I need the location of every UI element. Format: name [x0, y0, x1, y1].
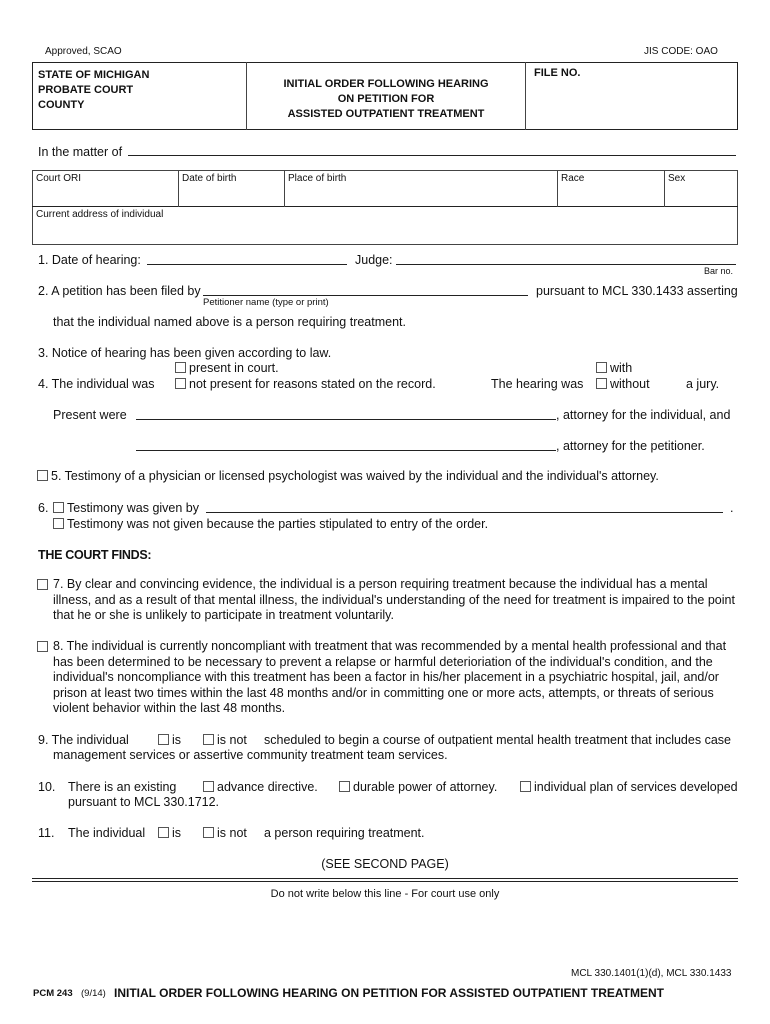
- testimony-not-given-label: Testimony was not given because the parties stipulated to entry of the order.: [67, 517, 489, 531]
- sex-field[interactable]: Sex: [668, 173, 686, 184]
- petition-line-2: that the individual named above is a person requiring treatment.: [53, 315, 406, 329]
- form-title-line-3: ASSISTED OUTPATIENT TREATMENT: [287, 108, 485, 120]
- plan-of-services-option[interactable]: [520, 780, 738, 794]
- item-9-is-option[interactable]: [158, 733, 181, 747]
- item-5: [37, 469, 659, 483]
- with-checkbox[interactable]: [596, 362, 607, 373]
- present-option[interactable]: [175, 361, 279, 375]
- petitioner-name-input[interactable]: [203, 295, 528, 296]
- item-9-is-not-checkbox[interactable]: [203, 734, 214, 745]
- plan-of-services-checkbox[interactable]: [520, 781, 531, 792]
- item-9-rest: scheduled to begin a course of outpatient mental health treatment that includes case: [264, 733, 731, 747]
- item-10-line-2: pursuant to MCL 330.1712.: [68, 795, 220, 809]
- form-title-line-2: ON PETITION FOR: [337, 93, 435, 105]
- item-9-is-not-option[interactable]: [203, 733, 247, 747]
- jis-code: JIS CODE: OAO: [644, 46, 718, 57]
- attorney-petitioner-input[interactable]: [136, 450, 556, 451]
- item-6-period: .: [730, 501, 734, 515]
- court-ori-field[interactable]: Court ORI: [36, 173, 82, 184]
- present-were-label: Present were: [53, 408, 127, 422]
- see-second-page: (SEE SECOND PAGE): [321, 857, 449, 871]
- with-jury-option[interactable]: [596, 361, 632, 375]
- info-col-divider-1: [178, 170, 179, 207]
- info-table: [32, 170, 738, 245]
- state-label: STATE OF MICHIGAN: [38, 69, 150, 81]
- header-divider-1: [246, 62, 247, 130]
- testimony-given-by-input[interactable]: [206, 512, 723, 513]
- advance-directive-option[interactable]: [203, 780, 318, 794]
- with-label: with: [610, 361, 633, 375]
- present-checkbox[interactable]: [175, 362, 186, 373]
- item-11-is-not-option[interactable]: [203, 826, 247, 840]
- item-11-is-label: is: [172, 826, 182, 840]
- footer-title: INITIAL ORDER FOLLOWING HEARING ON PETITION FOR ASSISTED OUTPATIENT TREATMENT: [114, 986, 664, 1000]
- date-of-hearing-input[interactable]: [147, 264, 347, 265]
- individual-was-label: 4. The individual was: [38, 377, 155, 391]
- without-jury-option[interactable]: [596, 377, 650, 391]
- item-11-rest: a person requiring treatment.: [264, 826, 425, 840]
- plan-of-services-label: individual plan of services developed: [534, 780, 738, 794]
- item-11-is-checkbox[interactable]: [158, 827, 169, 838]
- testimony-given-label: Testimony was given by: [67, 501, 200, 515]
- judge-label: Judge:: [355, 253, 393, 267]
- court-use-line-1: [32, 878, 738, 879]
- item-10-label: There is an existing: [68, 780, 177, 794]
- testimony-not-given-checkbox[interactable]: [53, 518, 64, 529]
- item-9-is-not-label: is not: [217, 733, 247, 747]
- bar-no-label: Bar no.: [704, 266, 734, 276]
- attorney-petitioner-label: , attorney for the petitioner.: [556, 439, 705, 453]
- testimony-not-given-option[interactable]: [53, 517, 488, 531]
- court-finds-heading: THE COURT FINDS:: [38, 548, 152, 562]
- item-9-is-label: is: [172, 733, 182, 747]
- item-5-checkbox[interactable]: [37, 470, 48, 481]
- court-use-note: Do not write below this line - For court use only: [270, 888, 500, 900]
- form-title-line-1: INITIAL ORDER FOLLOWING HEARING: [283, 78, 489, 90]
- petitioner-caption: Petitioner name (type or print): [203, 297, 329, 308]
- not-present-option[interactable]: [175, 377, 436, 391]
- judge-input[interactable]: [396, 264, 736, 265]
- item-11-is-option[interactable]: [158, 826, 181, 840]
- notice-of-hearing-text: 3. Notice of hearing has been given according to law.: [38, 346, 332, 360]
- form-number: PCM 243: [33, 988, 73, 999]
- court-label: PROBATE COURT: [38, 84, 134, 96]
- present-label: present in court.: [189, 361, 279, 375]
- item-8-text: 8. The individual is currently noncompliant with treatment that was recommended by a mental health professional and that has been determined to be necessary to prevent a relapse or harmful deterioriation of the individual's condition, and the individual's noncompliance with this treatment has been a factor in his/her placement in a psychiatric hospital, jail, and/or prison at least two times within the last 48 months and/or in committing one or more acts, attempts, or threats of serious violent behavior within the last 48 months.: [53, 639, 727, 715]
- race-field[interactable]: Race: [561, 173, 585, 184]
- not-present-label: not present for reasons stated on the record.: [189, 377, 436, 391]
- current-address-field[interactable]: Current address of individual: [36, 209, 164, 220]
- item-11-number: 11.: [38, 826, 55, 840]
- item-9-label: 9. The individual: [38, 733, 129, 747]
- testimony-given-checkbox[interactable]: [53, 502, 64, 513]
- approved-label: Approved, SCAO: [45, 46, 122, 57]
- advance-directive-checkbox[interactable]: [203, 781, 214, 792]
- without-checkbox[interactable]: [596, 378, 607, 389]
- form-revision: (9/14): [81, 988, 106, 999]
- file-no-label: FILE NO.: [534, 67, 581, 79]
- info-col-divider-2: [284, 170, 285, 207]
- matter-label: In the matter of: [38, 145, 123, 159]
- attorney-individual-input[interactable]: [136, 419, 556, 420]
- matter-input[interactable]: [128, 155, 736, 156]
- place-of-birth-field[interactable]: Place of birth: [288, 173, 347, 184]
- item-7-checkbox[interactable]: [37, 579, 48, 590]
- item-8-checkbox[interactable]: [37, 641, 48, 652]
- info-col-divider-4: [664, 170, 665, 207]
- mcl-citation: MCL 330.1401(1)(d), MCL 330.1433: [571, 968, 732, 979]
- without-label: without: [610, 377, 650, 391]
- item-6-number: 6.: [38, 501, 49, 515]
- jury-label: a jury.: [686, 377, 720, 391]
- advance-directive-label: advance directive.: [217, 780, 318, 794]
- attorney-individual-label: , attorney for the individual, and: [556, 408, 731, 422]
- item-9-line-2: management services or assertive community treatment team services.: [53, 748, 448, 762]
- durable-power-label: durable power of attorney.: [353, 780, 498, 794]
- info-table-row-divider: [32, 206, 738, 207]
- info-col-divider-3: [557, 170, 558, 207]
- item-9-is-checkbox[interactable]: [158, 734, 169, 745]
- petition-filed-label: 2. A petition has been filed by: [38, 284, 201, 298]
- header-divider-2: [525, 62, 526, 130]
- date-of-birth-field[interactable]: Date of birth: [182, 173, 237, 184]
- item-10-number: 10.: [38, 780, 56, 794]
- item-5-text: 5. Testimony of a physician or licensed psychologist was waived by the individual and the individual's attorney.: [51, 469, 659, 483]
- item-11-label: The individual: [68, 826, 146, 840]
- pursuant-text: pursuant to MCL 330.1433 asserting: [536, 284, 738, 298]
- court-use-line-2: [32, 881, 738, 882]
- county-label: COUNTY: [38, 99, 85, 111]
- item-11-is-not-checkbox[interactable]: [203, 827, 214, 838]
- durable-power-option[interactable]: [339, 780, 497, 794]
- hearing-was-label: The hearing was: [491, 377, 584, 391]
- item-7-text: 7. By clear and convincing evidence, the individual is a person requiring treatment because the individual has a mental illness, and as a result of that mental illness, the individual's understanding of the need for treatment is impaired to the point that he or she is unlikely to participate in treatment voluntarily.: [53, 577, 735, 622]
- testimony-given-option[interactable]: [53, 501, 199, 515]
- durable-power-checkbox[interactable]: [339, 781, 350, 792]
- not-present-checkbox[interactable]: [175, 378, 186, 389]
- date-of-hearing-label: 1. Date of hearing:: [38, 253, 141, 267]
- item-11-is-not-label: is not: [217, 826, 247, 840]
